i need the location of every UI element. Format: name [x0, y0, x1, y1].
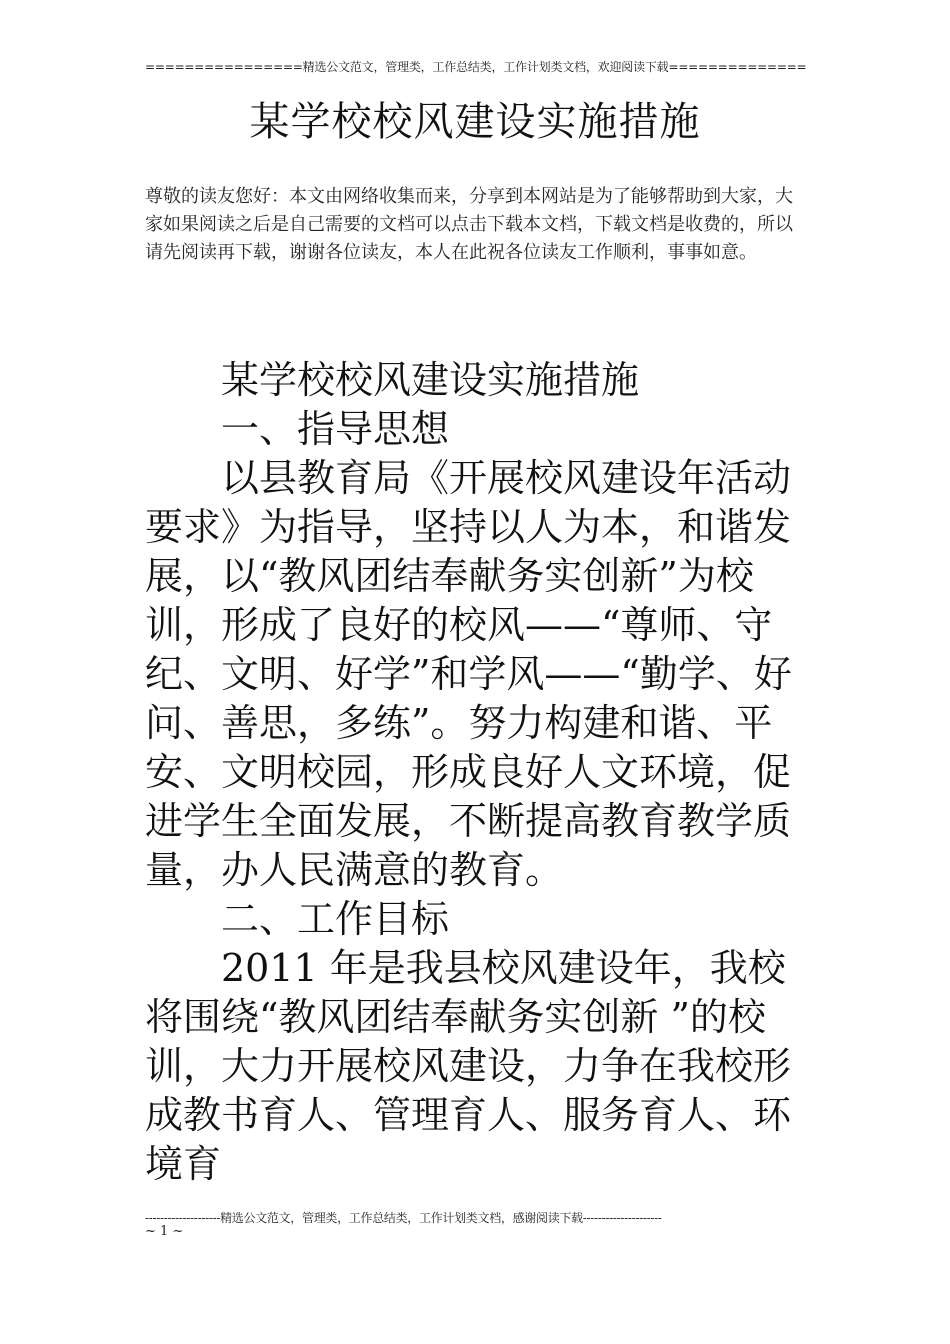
- section-paragraph-work-goals: 2011 年是我县校风建设年，我校将围绕“教风团结奉献务实创新 ”的校训，大力开展校风建设，力争在我校形成教书育人、管理育人、服务育人、环境育: [145, 946, 792, 1186]
- page-number: ~ 1 ~: [145, 1224, 184, 1239]
- page-header: ================精选公文范文，管理类，工作总结类，工作计划类文档，欢迎阅读下载==============: [145, 60, 807, 74]
- document-body: [145, 356, 810, 1189]
- reader-greeting: 尊敬的读友您好：本文由网络收集而来，分享到本网站是为了能够帮助到大家，大家如果阅读之后是自己需要的文档可以点击下载本文档，下载文档是收费的，所以请先阅读再下载，谢谢各位读友，本人在此祝各位读友工作顺利，事事如意。: [145, 186, 793, 263]
- document-title: 某学校校风建设实施措施: [249, 99, 701, 145]
- section-heading-guiding-ideology: 一、指导思想: [221, 407, 450, 451]
- section-heading-work-goals: 二、工作目标: [221, 897, 450, 941]
- section-paragraph-guiding-ideology: 以县教育局《开展校风建设年活动要求》为指导，坚持以人为本，和谐发展，以“教风团结奉献务实创新”为校训，形成了良好的校风——“尊师、守纪、文明、好学”和学风——“勤学、好问、善思，多练”。努力构建和谐、平安、文明校园，形成良好人文环境，促进学生全面发展，不断提高教育教学质量，办人民满意的教育。: [145, 456, 792, 892]
- body-title: 某学校校风建设实施措施: [221, 358, 640, 402]
- page-footer: --------------------精选公文范文，管理类，工作总结类，工作计划类文档，感谢阅读下载---------------------: [145, 1211, 662, 1225]
